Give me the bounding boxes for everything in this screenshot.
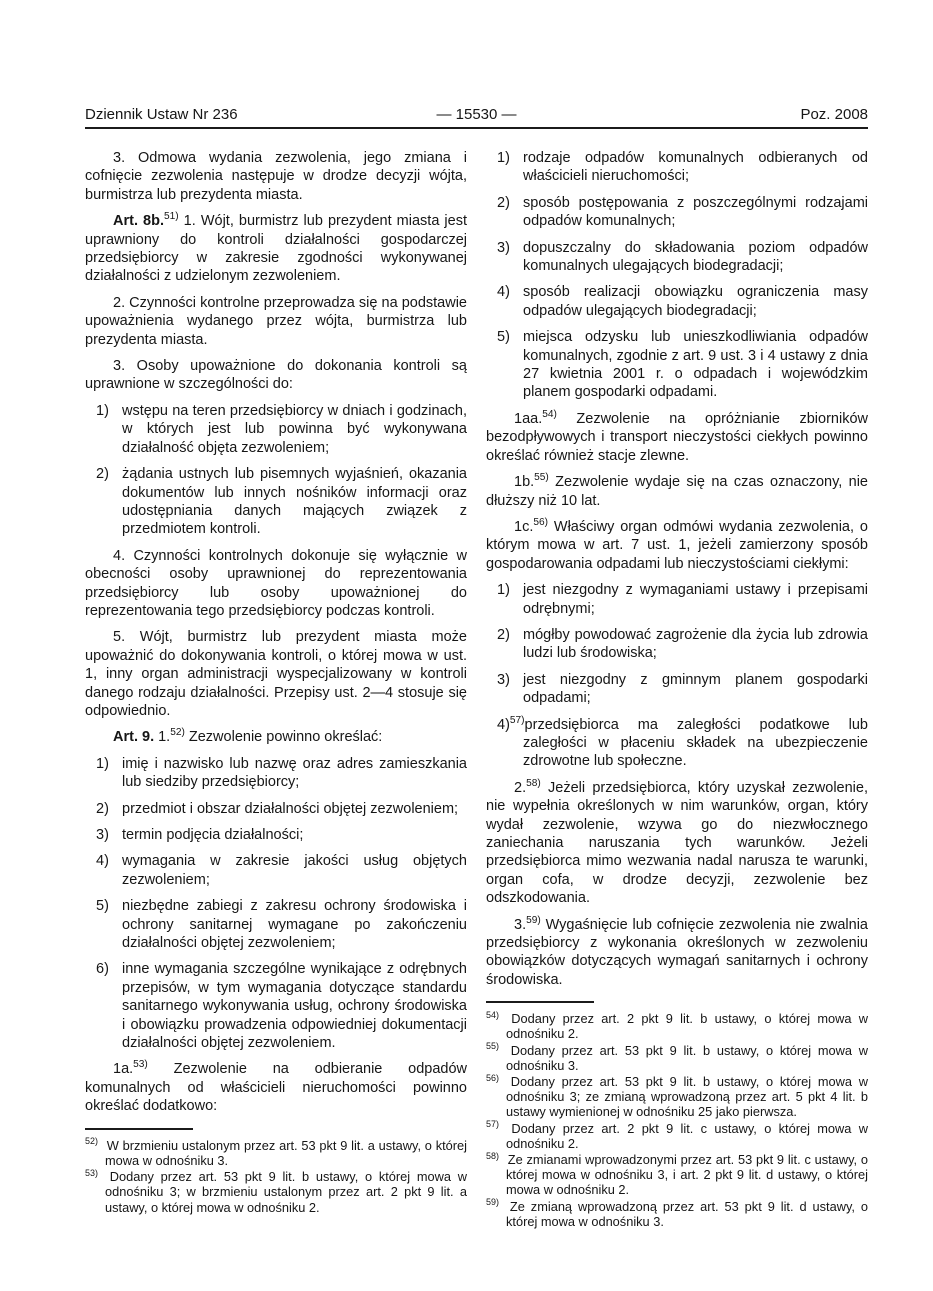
paragraph: Art. 8b.$^{51)}$ 1. Wójt, burmistrz lub prezydent miasta jest uprawniony do kontroli działalności gospodarczej przedsiębiorcy w zakresie zgodności wykonywanej działalności z udzielonym zezwoleniem. bbox=[85, 211, 467, 285]
list-marker: 2) bbox=[497, 626, 510, 643]
header-rule bbox=[85, 127, 868, 129]
list-item bbox=[486, 283, 868, 320]
list-item bbox=[85, 897, 467, 952]
list-item-text: imię i nazwisko lub nazwę oraz adres zamieszkania lub siedziby przedsiębiorcy; bbox=[122, 755, 467, 791]
list-marker: 6) bbox=[96, 961, 109, 978]
list-item bbox=[486, 328, 868, 402]
list-marker: 1) bbox=[96, 755, 109, 772]
list-item bbox=[486, 239, 868, 276]
list-item-text: wstępu na teren przedsiębiorcy w dniach i godzinach, w których jest lub powinna być wykonywana działalność objęta zezwoleniem; bbox=[122, 402, 467, 456]
list-item bbox=[486, 581, 868, 618]
footnote: 52) W brzmieniu ustalonym przez art. 53 pkt 9 lit. a ustawy, o której mowa w odnośniku 3. bbox=[85, 1136, 467, 1168]
list-item bbox=[486, 716, 868, 771]
list-marker: 5) bbox=[497, 329, 510, 346]
list-item bbox=[486, 626, 868, 663]
paragraph: 3. Odmowa wydania zezwolenia, jego zmiana i cofnięcie zezwolenia następuje w drodze decyzji wójta, burmistrza lub prezydenta miasta. bbox=[85, 150, 467, 203]
paragraph: 5. Wójt, burmistrz lub prezydent miasta może upoważnić do dokonywania kontroli, o której mowa w ust. 1, inny organ administracji wyspecjalizowany w kontroli danego rodzaju działalności. Przepisy ust. 2—4 stosuje się odpowiednio. bbox=[85, 629, 467, 719]
list-item bbox=[85, 800, 467, 818]
list-item bbox=[85, 826, 467, 844]
right-column-body bbox=[486, 149, 868, 989]
left-footnotes bbox=[85, 1138, 467, 1215]
footnote: 54) Dodany przez art. 2 pkt 9 lit. b ustawy, o której mowa w odnośniku 2. bbox=[486, 1009, 868, 1042]
list-item-text: inne wymagania szczególne wynikające z odrębnych przepisów, w tym wymagania dotyczące standardu sanitarnego wykonywania usług, ochrony środowiska i obowiązku prowadzenia odpowiedniej dokumentacji działalności objętej zezwoleniem. bbox=[122, 961, 467, 1052]
list-item-text: miejsca odzysku lub unieszkodliwiania odpadów komunalnych, zgodnie z art. 9 ust. 3 i 4 ustawy z dnia 27 kwietnia 2001 r. o odpadach i wojewódzkim planem gospodarki odpadami. bbox=[523, 329, 868, 401]
paragraph: 2.$^{58)}$ Jeżeli przedsiębiorca, który uzyskał zezwolenie, nie wypełnia określonych w nim warunków, organ, który wydał zezwolenie, wzywa go do niezwłocznego zaniechania naruszania tych warunków. Jeżeli przedsiębiorca mimo wezwania nadal narusza te warunki, organ cofa, w drodze decyzji, zezwolenie bez odszkodowania. bbox=[486, 777, 868, 907]
left-column-body bbox=[85, 149, 467, 1116]
page-number: — 15530 — bbox=[436, 106, 517, 123]
list-item-text: przedsiębiorca ma zaległości podatkowe lub zaległości w płaceniu składek na ubezpieczenie zdrowotne lub społeczne. bbox=[523, 716, 868, 770]
list-item-text: żądania ustnych lub pisemnych wyjaśnień, okazania dokumentów lub innych nośników informacji oraz udostępniania danych mających związek z przedmiotem kontroli. bbox=[122, 466, 467, 538]
list-item-text: mógłby powodować zagrożenie dla życia lub zdrowia ludzi lub środowiska; bbox=[523, 626, 868, 662]
list-item bbox=[486, 671, 868, 708]
list-item bbox=[85, 755, 467, 792]
list-item-text: rodzaje odpadów komunalnych odbieranych od właścicieli nieruchomości; bbox=[523, 150, 868, 185]
footnote: 57) Dodany przez art. 2 pkt 9 lit. c ustawy, o której mowa w odnośniku 2. bbox=[486, 1119, 868, 1151]
list-marker: 4) bbox=[96, 853, 109, 870]
list-item-text: przedmiot i obszar działalności objętej zezwoleniem; bbox=[122, 800, 459, 817]
list-item bbox=[85, 465, 467, 539]
list-item-text: sposób postępowania z poszczególnymi rodzajami odpadów komunalnych; bbox=[523, 194, 868, 230]
list-item bbox=[486, 149, 868, 186]
list-item-text: wymagania w zakresie jakości usług objętych zezwoleniem; bbox=[122, 853, 467, 888]
footnote: 56) Dodany przez art. 53 pkt 9 lit. b ustawy, o której mowa w odnośniku 3; ze zmianą wprowadzoną przez art. 5 pkt 4 lit. b ustawy wymienionej w odnośniku 25 jako pierwsza. bbox=[486, 1072, 868, 1120]
list-marker: 4)$^{57)}$ bbox=[497, 714, 525, 733]
list-marker: 1) bbox=[96, 402, 109, 419]
paragraph: Art. 9. 1.$^{52)}$ Zezwolenie powinno określać: bbox=[113, 727, 383, 746]
list-marker: 1) bbox=[497, 582, 510, 599]
left-column bbox=[85, 149, 467, 1230]
footnote-separator bbox=[486, 1001, 594, 1003]
list-item-text: termin podjęcia działalności; bbox=[122, 827, 304, 843]
list-item-text: niezbędne zabiegi z zakresu ochrony środowiska i ochrony sanitarnej wymagane po zakończeniu działalności objętej zezwoleniem; bbox=[122, 898, 467, 952]
paragraph: 3. Osoby upoważnione do dokonania kontroli są uprawnione w szczególności do: bbox=[85, 358, 467, 393]
list-marker: 2) bbox=[96, 466, 109, 483]
page-header bbox=[85, 106, 868, 123]
list-item-text: dopuszczalny do składowania poziom odpadów komunalnych ulegających biodegradacji; bbox=[523, 239, 868, 275]
paragraph: 4. Czynności kontrolnych dokonuje się wyłącznie w obecności osoby uprawnionej do reprezentowania przedsiębiorcy lub osoby upoważnionej do reprezentowania tego przedsiębiorcy podczas kontroli. bbox=[85, 547, 467, 619]
list-marker: 3) bbox=[96, 827, 109, 843]
footnote: 59) Ze zmianą wprowadzoną przez art. 53 pkt 9 lit. d ustawy, o której mowa w odnośniku 3. bbox=[486, 1197, 868, 1229]
list-marker: 3) bbox=[497, 239, 510, 256]
paragraph: 1c.$^{56)}$ Właściwy organ odmówi wydania zezwolenia, o którym mowa w art. 7 ust. 1, jeżeli zamierzony sposób gospodarowania odpadami lub nieczystościami ciekłymi: bbox=[486, 517, 868, 572]
two-column-content bbox=[85, 149, 868, 1230]
paragraph: 2. Czynności kontrolne przeprowadza się na podstawie upoważnienia wydanego przez wójta, burmistrza lub prezydenta miasta. bbox=[85, 294, 467, 348]
list-item bbox=[85, 960, 467, 1052]
paragraph: 3.$^{59)}$ Wygaśnięcie lub cofnięcie zezwolenia nie zwalnia przedsiębiorcy z wykonania określonych w zezwoleniu obowiązków dotyczących wymagań sanitarnych i ochrony środowiska. bbox=[486, 914, 868, 988]
list-item-text: jest niezgodny z wymaganiami ustawy i przepisami odrębnymi; bbox=[523, 582, 868, 617]
footnote: 55) Dodany przez art. 53 pkt 9 lit. b ustawy, o której mowa w odnośniku 3. bbox=[486, 1041, 868, 1073]
footnote-separator bbox=[85, 1128, 193, 1130]
list-item-text: jest niezgodny z gminnym planem gospodarki odpadami; bbox=[523, 671, 868, 707]
footnote: 53) Dodany przez art. 53 pkt 9 lit. b ustawy, o której mowa w odnośniku 3; w brzmieniu ustalonym przez art. 2 pkt 9 lit. a ustawy, o której mowa w odnośniku 2. bbox=[85, 1167, 467, 1215]
paragraph: 1b.$^{55)}$ Zezwolenie wydaje się na czas oznaczony, nie dłuższy niż 10 lat. bbox=[486, 472, 868, 509]
right-column bbox=[486, 149, 868, 1230]
position-number: Poz. 2008 bbox=[800, 106, 869, 123]
list-item bbox=[85, 402, 467, 457]
right-footnotes bbox=[486, 1011, 868, 1229]
list-item bbox=[486, 194, 868, 231]
paragraph: 1a.$^{53)}$ Zezwolenie na odbieranie odpadów komunalnych od właścicieli nieruchomości powinno określać dodatkowo: bbox=[85, 1059, 467, 1115]
list-marker: 5) bbox=[96, 898, 109, 915]
list-marker: 2) bbox=[497, 194, 510, 211]
list-marker: 4) bbox=[497, 284, 510, 301]
list-item-text: sposób realizacji obowiązku ograniczenia masy odpadów ulegających biodegradacji; bbox=[523, 284, 868, 319]
paragraph: 1aa.$^{54)}$ Zezwolenie na opróżnianie zbiorników bezodpływowych i transport nieczystości ciekłych powinno określać również stacje zlewne. bbox=[486, 409, 868, 464]
journal-title: Dziennik Ustaw Nr 236 bbox=[85, 106, 238, 123]
list-marker: 3) bbox=[497, 671, 510, 688]
list-item bbox=[85, 852, 467, 889]
list-marker: 1) bbox=[497, 150, 510, 166]
footnote: 58) Ze zmianami wprowadzonymi przez art. 53 pkt 9 lit. c ustawy, o której mowa w odnośniku 3, i art. 2 pkt 9 lit. d ustawy, o której mowa w odnośniku 2. bbox=[486, 1150, 868, 1198]
list-marker: 2) bbox=[96, 800, 109, 817]
